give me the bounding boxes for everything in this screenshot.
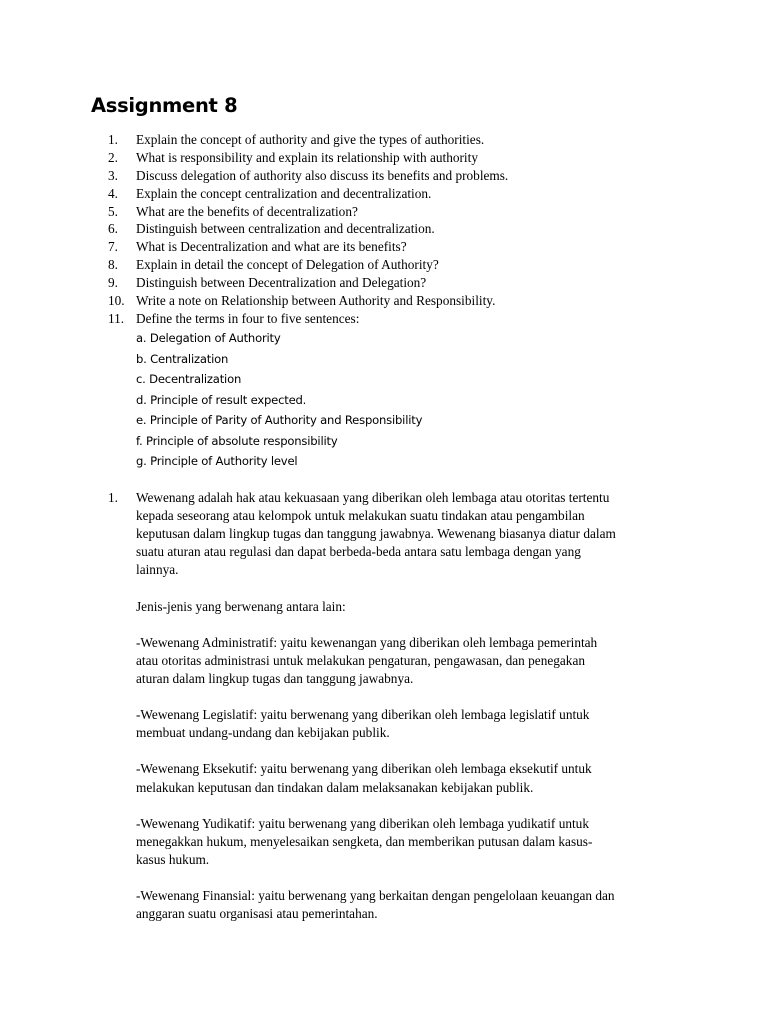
question-text: Discuss delegation of authority also discuss its benefits and problems. (136, 167, 509, 183)
question-text: Write a note on Relationship between Authority and Responsibility. (136, 293, 496, 309)
text-line: Jenis-jenis yang berwenang antara lain: (136, 598, 346, 614)
question-item (108, 238, 728, 256)
question-text: Explain the concept of authority and give the types of authorities. (136, 132, 485, 147)
question-number: 9. (108, 275, 118, 291)
question-number: 6. (108, 221, 118, 237)
answer-intro-paragraph (136, 489, 696, 579)
term-item: a. Delegation of Authority (136, 331, 281, 345)
question-text: What are the benefits of decentralization? (136, 203, 358, 219)
question-list (108, 131, 728, 328)
question-item (108, 220, 728, 238)
text-line: kasus hukum. (136, 851, 210, 867)
text-line: anggaran suatu organisasi atau pemerintahan. (136, 906, 378, 922)
type-yudikatif-paragraph (136, 815, 696, 869)
question-text: What is responsibility and explain its relationship with authority (136, 149, 478, 165)
type-administratif-paragraph (136, 634, 696, 688)
text-line: -Wewenang Eksekutif: yaitu berwenang yang diberikan oleh lembaga eksekutif untuk (136, 761, 592, 777)
question-text: Distinguish between centralization and decentralization. (136, 221, 435, 237)
term-item: f. Principle of absolute responsibility (136, 433, 338, 448)
question-text: Distinguish between Decentralization and Delegation? (136, 275, 427, 291)
term-item: g. Principle of Authority level (136, 454, 298, 468)
question-number: 4. (108, 185, 118, 201)
assignment-title: Assignment 8 (91, 94, 238, 117)
question-number: 5. (108, 203, 118, 219)
type-eksekutif-paragraph (136, 760, 696, 796)
term-item: c. Decentralization (136, 372, 242, 386)
answer-body (136, 489, 696, 923)
term-item: b. Centralization (136, 351, 229, 366)
text-line: -Wewenang Legislatif: yaitu berwenang yang diberikan oleh lembaga legislatif untuk (136, 707, 590, 723)
type-finansial-paragraph (136, 887, 696, 923)
question-text: What is Decentralization and what are its benefits? (136, 239, 407, 255)
text-line: melakukan keputusan dan tindakan dalam melaksanakan kebijakan publik. (136, 779, 534, 795)
answer-section (108, 489, 708, 941)
text-line: kepada seseorang atau kelompok untuk melakukan suatu tindakan atau pengambilan (136, 508, 585, 524)
question-item (108, 167, 728, 185)
question-item (108, 292, 728, 310)
text-line: menegakkan hukum, menyelesaikan sengketa, dan memberikan putusan dalam kasus- (136, 833, 593, 849)
text-line: Wewenang adalah hak atau kekuasaan yang diberikan oleh lembaga atau otoritas tertentu (136, 490, 610, 505)
term-item: e. Principle of Parity of Authority and Responsibility (136, 413, 423, 427)
question-item (108, 310, 728, 328)
text-line: membuat undang-undang dan kebijakan publik. (136, 725, 390, 741)
question-item (108, 203, 728, 221)
question-item (108, 256, 728, 274)
question-number: 2. (108, 149, 118, 165)
question-number: 1. (108, 132, 118, 147)
terms-list (136, 328, 422, 472)
text-line: keputusan dalam lingkup tugas dan tanggung jawabnya. Wewenang biasanya diatur dalam (136, 526, 616, 542)
question-number: 3. (108, 167, 118, 183)
type-legislatif-paragraph (136, 706, 696, 742)
question-text: Define the terms in four to five sentences: (136, 310, 360, 326)
text-line: -Wewenang Yudikatif: yaitu berwenang yang diberikan oleh lembaga yudikatif untuk (136, 815, 589, 831)
question-item (108, 131, 728, 149)
text-line: suatu aturan atau regulasi dan dapat berbeda-beda antara satu lembaga dengan yang (136, 544, 581, 560)
types-heading (136, 598, 696, 616)
term-item: d. Principle of result expected. (136, 392, 307, 407)
question-number: 8. (108, 257, 118, 273)
text-line: atau otoritas administrasi untuk melakukan pengaturan, pengawasan, dan penegakan (136, 652, 585, 668)
answer-number: 1. (108, 490, 118, 505)
question-number: 11. (108, 310, 125, 326)
question-item (108, 185, 728, 203)
question-item (108, 149, 728, 167)
question-number: 10. (108, 293, 125, 309)
question-item (108, 274, 728, 292)
question-text: Explain the concept centralization and decentralization. (136, 185, 432, 201)
question-text: Explain in detail the concept of Delegation of Authority? (136, 257, 439, 273)
text-line: aturan dalam lingkup tugas dan tanggung jawabnya. (136, 670, 414, 686)
text-line: -Wewenang Administratif: yaitu kewenangan yang diberikan oleh lembaga pemerintah (136, 634, 598, 650)
question-number: 7. (108, 239, 118, 255)
text-line: -Wewenang Finansial: yaitu berwenang yang berkaitan dengan pengelolaan keuangan dan (136, 888, 615, 904)
text-line: lainnya. (136, 562, 179, 578)
